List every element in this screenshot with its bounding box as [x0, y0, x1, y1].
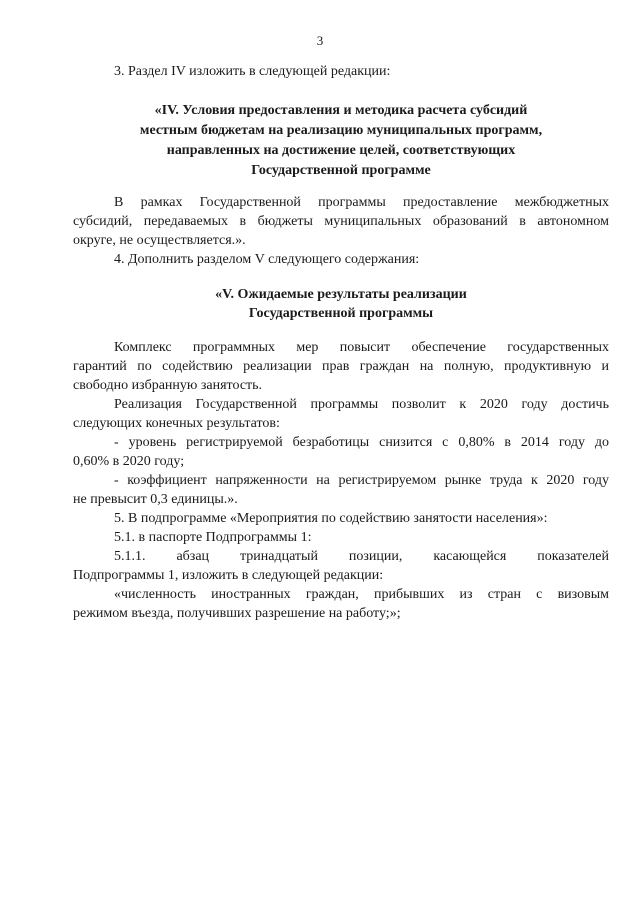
item-5-1-1-line-2: Подпрограммы 1, изложить в следующей редакции:: [73, 568, 384, 583]
para1-line-1: Комплекс программных мер повысит обеспечение государственных: [114, 340, 609, 355]
section4-text-line-1: В рамках Государственной программы предоставление межбюджетных: [114, 195, 609, 210]
page-number: 3: [316, 33, 324, 48]
item-5-text: 5. В подпрограмме «Мероприятия по содействию занятости населения»:: [114, 511, 548, 526]
section5-title-line-2: Государственной программы: [248, 306, 434, 321]
para2-line-1: Реализация Государственной программы позволит к 2020 году достичь: [114, 397, 609, 412]
section4-title-line-3: направленных на достижение целей, соответствующих: [166, 143, 516, 158]
quote-line-2: режимом въезда, получивших разрешение на работу;»;: [73, 606, 401, 621]
item-4-text: 4. Дополнить разделом V следующего содержания:: [114, 252, 420, 267]
item-5-1-1-line-1: 5.1.1. абзац тринадцатый позиции, касающейся показателей: [114, 549, 609, 564]
para1-line-2: гарантий по содействию реализации прав граждан на полную, продуктивную и: [73, 359, 609, 374]
bullet2-line-1: - коэффициент напряженности на регистрируемом рынке труда к 2020 году: [114, 473, 609, 488]
section4-text-line-2: субсидий, передаваемых в бюджеты муниципальных образований в автономном: [73, 214, 609, 229]
bullet1-line-2: 0,60% в 2020 году;: [73, 454, 185, 469]
bullet1-line-1: - уровень регистрируемой безработицы снизится с 0,80% в 2014 году до: [114, 435, 609, 450]
quote-line-1: «численность иностранных граждан, прибывших из стран с визовым: [114, 587, 609, 602]
item-3-text: 3. Раздел IV изложить в следующей редакции:: [114, 64, 391, 79]
para2-line-2: следующих конечных результатов:: [73, 416, 280, 431]
bullet2-line-2: не превысит 0,3 единицы.».: [73, 492, 238, 507]
para1-line-3: свободно избранную занятость.: [73, 378, 263, 393]
section4-text-line-3: округе, не осуществляется.».: [73, 233, 246, 248]
item-5-1-text: 5.1. в паспорте Подпрограммы 1:: [114, 530, 312, 545]
section5-title-line-1: «V. Ожидаемые результаты реализации: [215, 287, 467, 302]
section4-title-line-4: Государственной программе: [251, 163, 431, 178]
section4-title-line-1: «IV. Условия предоставления и методика расчета субсидий: [154, 103, 528, 118]
section4-title-line-2: местным бюджетам на реализацию муниципальных программ,: [139, 123, 543, 138]
